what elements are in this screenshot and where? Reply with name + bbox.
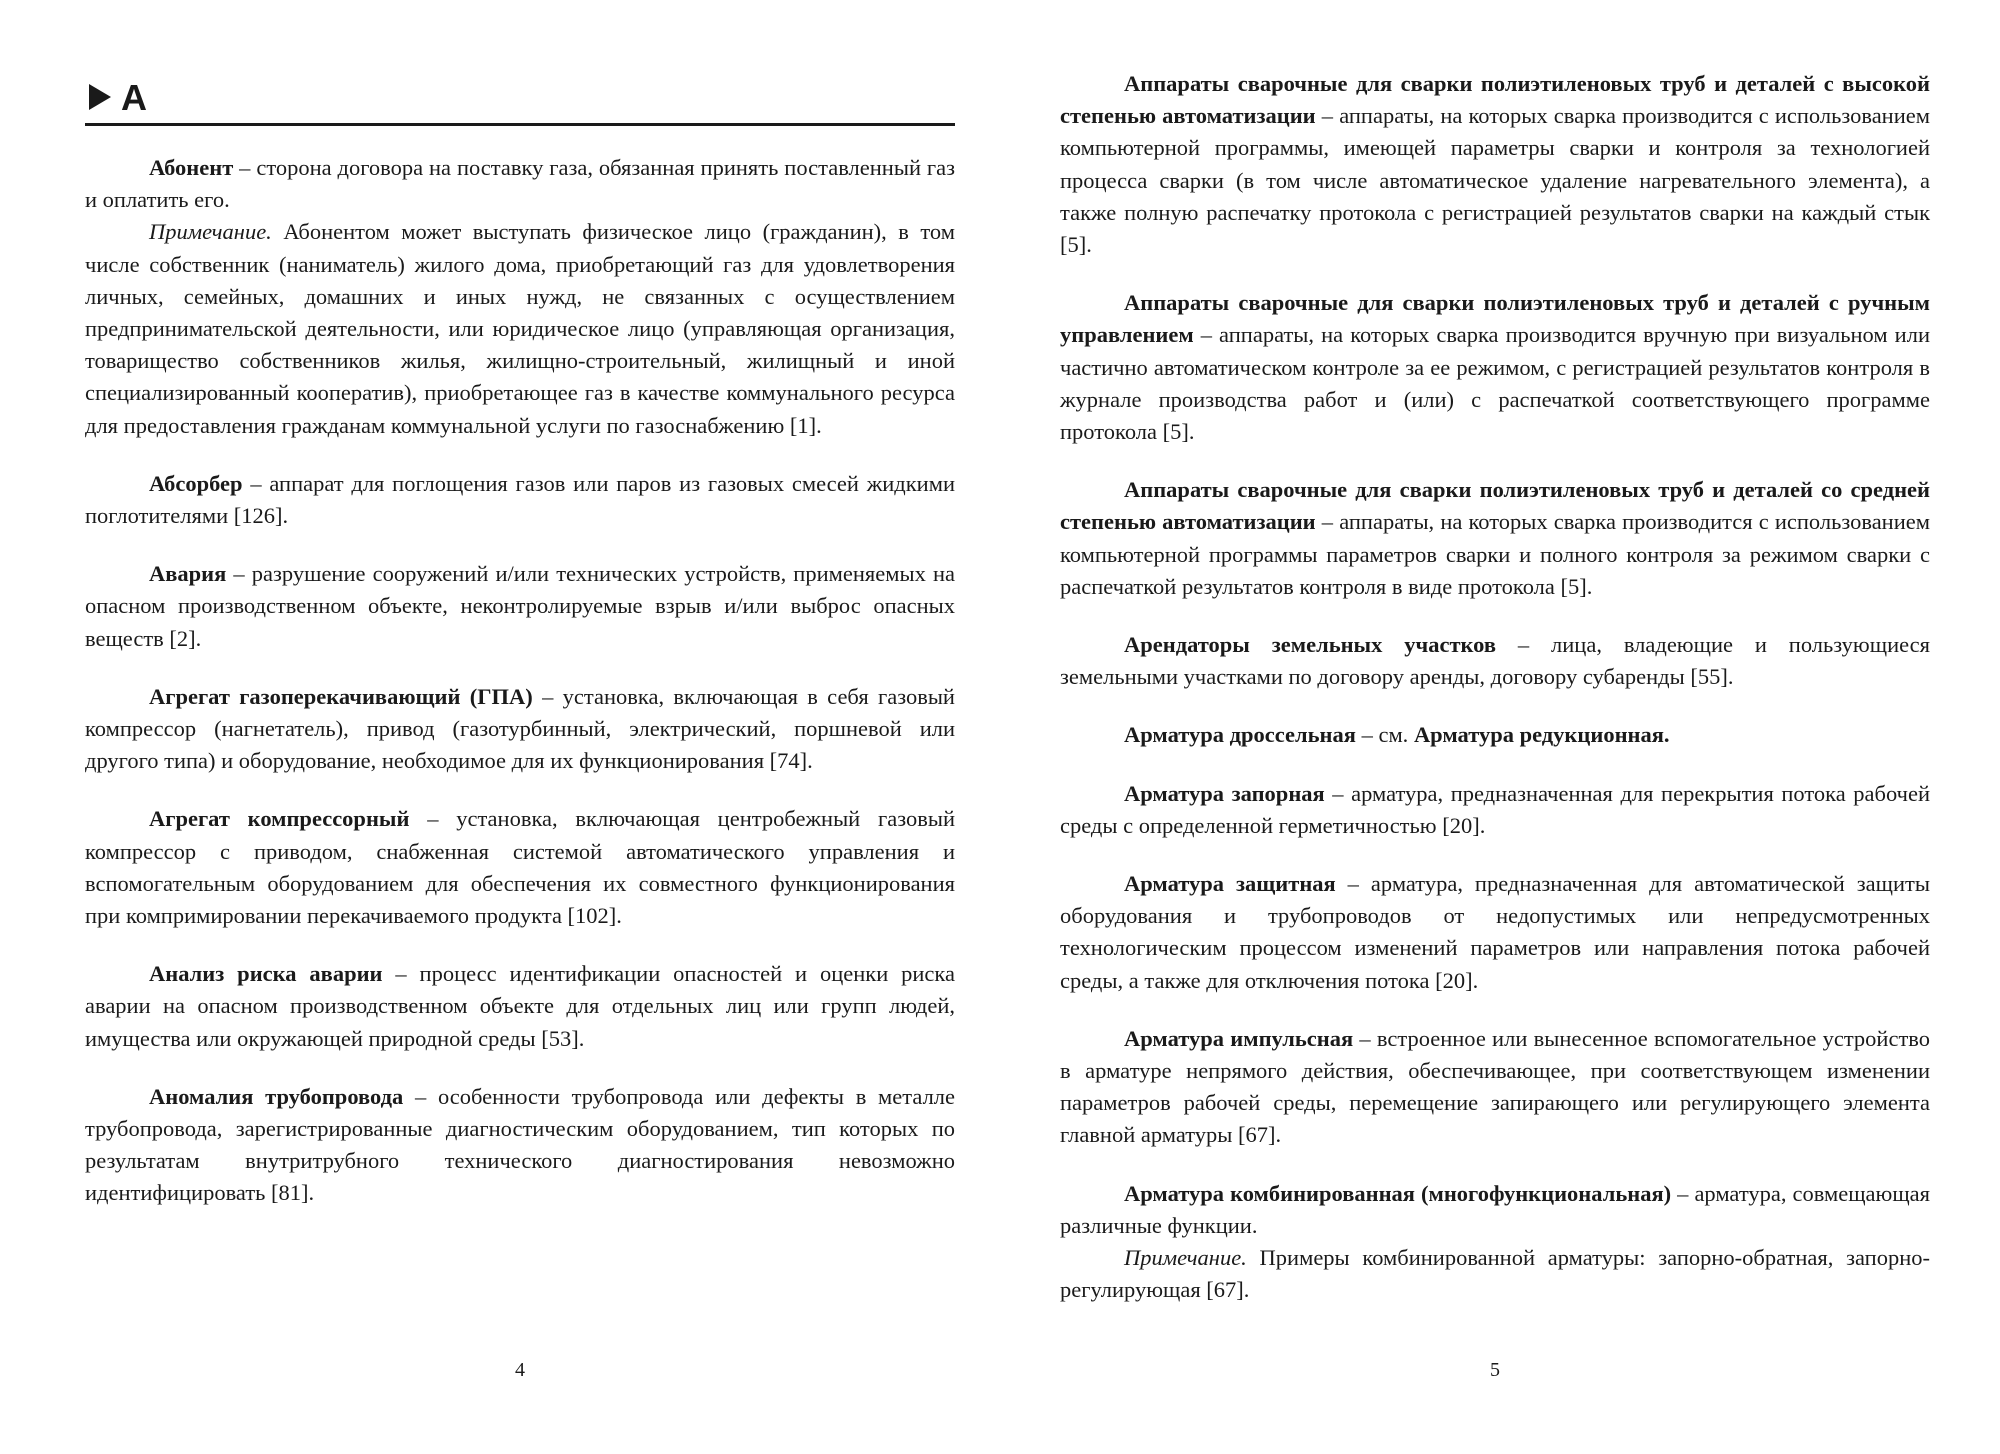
entry-term: Арматура защитная xyxy=(1124,871,1336,897)
entry-term: Агрегат компрессорный xyxy=(149,806,410,832)
entry-term: Арендаторы земельных участков xyxy=(1124,632,1496,658)
glossary-entry xyxy=(1060,474,1930,603)
entry-definition: – аппарат для поглощения газов или паров из газовых смесей жидкими поглотителями [126]. xyxy=(85,470,955,529)
glossary-entry xyxy=(1060,868,1930,997)
right-page-content xyxy=(1060,68,1930,1333)
glossary-entry xyxy=(85,152,955,442)
entry-definition: – см. xyxy=(1355,722,1414,748)
entry-definition: – сторона договора на поставку газа, обязанная принять поставленный газ и оплатить его. xyxy=(85,155,955,213)
entry-term: Агрегат газоперекачивающий (ГПА) xyxy=(149,683,533,709)
note-label: Примечание. xyxy=(149,219,272,245)
page-number: 5 xyxy=(1490,1359,1500,1381)
glossary-entry xyxy=(1060,719,1930,751)
right-triangle-icon xyxy=(89,84,111,110)
entry-term: Арматура запорная xyxy=(1124,780,1325,806)
note-text: Примеры комбинированной арматуры: запорно-обратная, запорно-регулирующая [67]. xyxy=(1060,1245,1930,1303)
entry-term: Абонент xyxy=(149,155,234,180)
entry-term: Аномалия трубопровода xyxy=(149,1083,404,1109)
left-page xyxy=(85,0,955,1454)
glossary-entry xyxy=(85,1081,955,1210)
entry-definition: – установка, включающая центробежный газовый компрессор с приводом, снабженная системой автоматического управления и вспомогательным оборудованием для обеспечения их совместного функционирования при компримировании перекачиваемого продукта [102]. xyxy=(85,806,955,929)
entry-definition: – арматура, предназначенная для перекрытия потока рабочей среды с определенной герметичностью [20]. xyxy=(1060,780,1931,838)
entry-definition: – установка, включающая в себя газовый компрессор (нагнетатель), привод (газотурбинный, электрический, поршневой или другого типа) и оборудование, необходимое для их функционирования [74]. xyxy=(85,683,955,774)
section-letter: А xyxy=(121,77,147,118)
note-label: Примечание. xyxy=(1124,1245,1247,1271)
glossary-entry xyxy=(85,558,955,655)
entry-definition: – арматура, предназначенная для автоматической защиты оборудования и трубопроводов от недопустимых или непредусмотренных технологическим процессом изменений параметров или направления потока рабочей среды, а также для отключения потока [20]. xyxy=(1060,871,1930,993)
left-page-content xyxy=(85,152,955,1236)
glossary-entry xyxy=(85,803,955,932)
entry-definition: – арматура, совмещающая различные функции. xyxy=(1060,1180,1930,1238)
entry-definition: – процесс идентификации опасностей и оценки риска аварии на опасном производственном объекте для отдельных лиц или групп людей, имущества или окружающей природной среды [53]. xyxy=(85,961,955,1051)
section-letter-header xyxy=(85,72,955,126)
glossary-entry xyxy=(85,958,955,1055)
entry-definition: – разрушение сооружений и/или технических устройств, применяемых на опасном производственном объекте, неконтролируемые взрыв и/или выброс опасных веществ [2]. xyxy=(85,561,955,651)
entry-definition: – встроенное или вынесенное вспомогательное устройство в арматуре непрямого действия, обеспечивающее, при соответствующем изменении параметров рабочей среды, перемещение запирающего или регулирующего элемента главной арматуры [67]. xyxy=(1060,1025,1931,1148)
cross-reference-term: Арматура редукционная. xyxy=(1413,722,1670,748)
glossary-entry xyxy=(1060,68,1930,261)
entry-term: Арматура комбинированная (многофункциональная) xyxy=(1124,1180,1672,1206)
glossary-entry xyxy=(85,681,955,778)
entry-definition: – аппараты, на которых сварка производится с использованием компьютерной программы параметров сварки и полного контроля за режимом сварки с распечаткой результатов контроля в виде протокола [5]. xyxy=(1060,509,1930,599)
entry-definition: – особенности трубопровода или дефекты в металле трубопровода, зарегистрированные диагностическим оборудованием, тип которых по результатам внутритрубного технического диагностирования невозможно идентифицировать [81]. xyxy=(85,1083,956,1206)
entry-definition: – аппараты, на которых сварка производится вручную при визуальном или частично автоматическом контроле за ее режимом, с регистрацией результатов контроля в журнале производства работ и (или) с распечаткой соответствующего программе протокола [5]. xyxy=(1060,322,1930,445)
entry-term: Абсорбер xyxy=(149,470,243,496)
entry-term: Арматура дроссельная xyxy=(1124,722,1356,748)
entry-term: Анализ риска аварии xyxy=(149,961,383,987)
note-text: Абонентом может выступать физическое лицо (гражданин), в том числе собственник (наниматель) жилого дома, приобретающий газ для удовлетворения личных, семейных, домашних и иных нужд, не связанных с осуществлением предпринимательской деятельности, или юридическое лицо (управляющая организация, товарищество собственников жилья, жилищно-строительный, жилищный и иной специализированный кооператив), приобретающее газ в качестве коммунального ресурса для предоставления гражданам коммунальной услуги по газоснабжению [1]. xyxy=(85,219,955,438)
glossary-entry xyxy=(85,468,955,532)
page-number: 4 xyxy=(515,1359,525,1381)
entry-term: Аппараты сварочные для сварки полиэтиленовых труб и деталей со средней степенью автоматизации xyxy=(1060,477,1930,535)
entry-term: Аппараты сварочные для сварки полиэтиленовых труб и деталей с высокой степенью автоматизации xyxy=(1060,71,1930,129)
glossary-entry xyxy=(1060,287,1930,448)
entry-definition: – аппараты, на которых сварка производится с использованием компьютерной программы, имеющей параметры сварки и контроля за технологией процесса сварки (в том числе автоматическое удаление нагревательного элемента), а также полную распечатку протокола с регистрацией результатов сварки на каждый стык [5]. xyxy=(1060,103,1930,258)
entry-term: Авария xyxy=(149,561,227,587)
glossary-entry xyxy=(1060,1178,1930,1307)
entry-term: Аппараты сварочные для сварки полиэтиленовых труб и деталей с ручным управлением xyxy=(1060,290,1930,348)
entry-term: Арматура импульсная xyxy=(1124,1025,1354,1051)
right-page xyxy=(1060,0,1930,1454)
glossary-entry xyxy=(1060,629,1930,693)
glossary-entry xyxy=(1060,1023,1930,1152)
entry-definition: – лица, владеющие и пользующиеся земельными участками по договору аренды, договору субаренды [55]. xyxy=(1060,632,1930,690)
glossary-entry xyxy=(1060,778,1930,842)
